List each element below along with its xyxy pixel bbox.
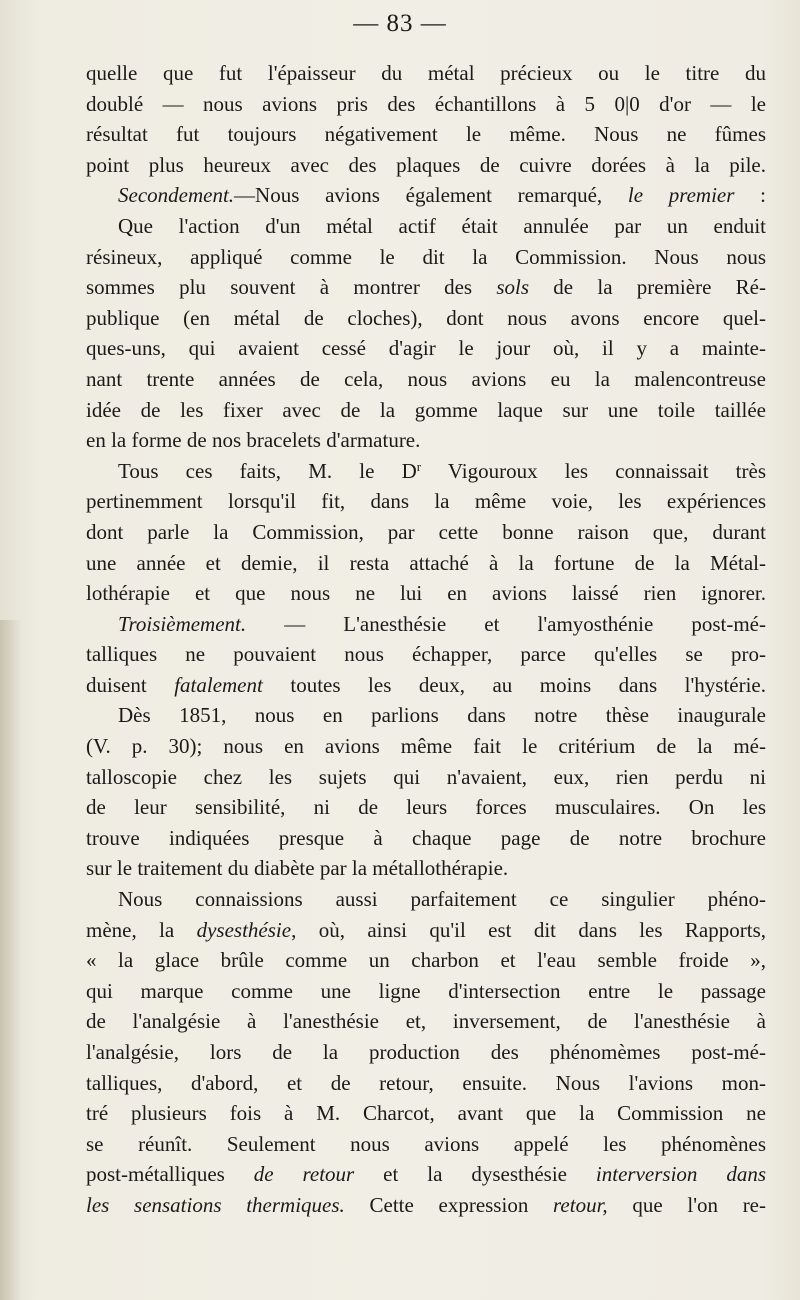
text-segment: Vigouroux les connaissait très bbox=[421, 458, 767, 483]
text-segment: quelle que fut l'épaisseur du métal précieux ou le titre du bbox=[86, 61, 766, 85]
text-line bbox=[86, 853, 766, 884]
text-line bbox=[86, 700, 766, 731]
text-line bbox=[86, 242, 766, 273]
text-segment: talloscopie chez les sujets qui n'avaient, eux, rien perdu ni bbox=[86, 764, 766, 789]
text-line bbox=[86, 792, 766, 823]
text-line bbox=[86, 517, 766, 548]
text-line bbox=[86, 1068, 766, 1099]
italic-text: Troisièmement. bbox=[118, 611, 247, 636]
text-segment: nant trente années de cela, nous avions eu la malencontreuse bbox=[86, 366, 766, 391]
text-segment: mène, la bbox=[86, 917, 197, 942]
text-line bbox=[86, 1190, 766, 1221]
text-segment: , où, ainsi qu'il est dit dans les Rapports, bbox=[291, 917, 766, 942]
text-segment: Que l'action d'un métal actif était annulée par un enduit bbox=[118, 213, 766, 238]
text-segment: tré plusieurs fois à M. Charcot, avant que la Commission ne bbox=[86, 1101, 766, 1126]
text-line bbox=[86, 395, 766, 426]
text-line bbox=[86, 578, 766, 609]
superscript-text: r bbox=[416, 458, 422, 474]
text-segment: en la forme de nos bracelets d'armature. bbox=[86, 428, 421, 453]
text-line bbox=[86, 1098, 766, 1129]
italic-text: les sensations thermiques. bbox=[86, 1192, 345, 1217]
text-line bbox=[86, 731, 766, 762]
text-line bbox=[86, 1159, 766, 1190]
text-segment: — L'anesthésie et l'amyosthénie post-mé- bbox=[246, 611, 766, 636]
text-segment: : bbox=[734, 183, 766, 208]
page-number: — 83 — bbox=[353, 10, 447, 37]
italic-text: sols bbox=[496, 275, 530, 300]
text-line bbox=[86, 823, 766, 854]
text-segment: sur le traitement du diabète par la métallothérapie. bbox=[86, 856, 509, 881]
text-line bbox=[86, 150, 766, 181]
text-segment: de leur sensibilité, ni de leurs forces musculaires. On les bbox=[86, 795, 766, 820]
text-segment: doublé — nous avions pris des échantillons à 5 0|0 d'or — le bbox=[86, 91, 766, 116]
text-segment: Tous ces faits, M. le D bbox=[118, 458, 417, 483]
text-segment: idée de les fixer avec de la gomme laque sur une toile taillée bbox=[86, 397, 766, 422]
text-segment: et la dysesthésie bbox=[354, 1162, 596, 1187]
text-line bbox=[86, 1006, 766, 1037]
italic-text: le premier bbox=[627, 183, 735, 208]
italic-text: Secondement. bbox=[118, 183, 235, 208]
text-segment: talliques ne pouvaient nous échapper, parce qu'elles se pro- bbox=[86, 642, 766, 667]
italic-text: interversion dans bbox=[595, 1162, 767, 1187]
text-segment: une année et demie, il resta attaché à la fortune de la Métal- bbox=[86, 550, 766, 575]
text-segment: Nous connaissions aussi parfaitement ce singulier phéno- bbox=[118, 887, 766, 912]
text-line bbox=[86, 1037, 766, 1068]
text-line bbox=[86, 762, 766, 793]
text-line bbox=[86, 486, 766, 517]
text-segment: « la glace brûle comme un charbon et l'eau semble froide », bbox=[86, 948, 766, 973]
text-segment: résineux, appliqué comme le dit la Commission. Nous nous bbox=[86, 244, 766, 269]
italic-text: retour, bbox=[553, 1192, 608, 1217]
body-text bbox=[86, 58, 766, 1221]
text-segment: se réunît. Seulement nous avions appelé les phénomènes bbox=[86, 1131, 766, 1156]
text-segment: dont parle la Commission, par cette bonne raison que, durant bbox=[86, 519, 766, 544]
text-line bbox=[86, 548, 766, 579]
text-segment: Cette expression bbox=[344, 1192, 554, 1217]
text-segment: trouve indiquées presque à chaque page de notre brochure bbox=[86, 825, 766, 850]
text-segment: que l'on re- bbox=[607, 1192, 766, 1217]
text-segment: de l'analgésie à l'anesthésie et, inversement, de l'anesthésie à bbox=[86, 1009, 766, 1034]
text-segment: duisent bbox=[86, 672, 175, 697]
text-line bbox=[86, 89, 766, 120]
text-segment: (V. p. 30); nous en avions même fait le critérium de la mé- bbox=[86, 734, 766, 759]
italic-text: de retour bbox=[253, 1162, 355, 1187]
binding-shadow bbox=[0, 620, 22, 1300]
text-segment: qui marque comme une ligne d'intersection entre le passage bbox=[86, 978, 766, 1003]
text-line bbox=[86, 884, 766, 915]
italic-text: fatalement bbox=[174, 672, 263, 697]
text-line bbox=[86, 609, 766, 640]
text-line bbox=[86, 639, 766, 670]
text-line bbox=[86, 180, 766, 211]
text-segment: point plus heureux avec des plaques de cuivre dorées à la pile. bbox=[86, 152, 766, 177]
text-segment: toutes les deux, au moins dans l'hystérie. bbox=[262, 672, 766, 697]
text-segment: Dès 1851, nous en parlions dans notre thèse inaugurale bbox=[118, 703, 766, 728]
text-line bbox=[86, 303, 766, 334]
text-segment: l'analgésie, lors de la production des phénomèmes post-mé- bbox=[86, 1040, 766, 1064]
text-segment: talliques, d'abord, et de retour, ensuite. Nous l'avions mon- bbox=[86, 1070, 766, 1095]
text-line bbox=[86, 119, 766, 150]
text-line bbox=[86, 945, 766, 976]
text-line bbox=[86, 915, 766, 946]
text-segment: pertinemment lorsqu'il fit, dans la même voie, les expériences bbox=[86, 489, 766, 514]
text-line bbox=[86, 333, 766, 364]
text-line bbox=[86, 670, 766, 701]
text-segment: ques-uns, qui avaient cessé d'agir le jour où, il y a mainte- bbox=[86, 336, 766, 361]
text-line bbox=[86, 272, 766, 303]
text-line bbox=[86, 456, 766, 487]
text-segment: résultat fut toujours négativement le même. Nous ne fûmes bbox=[86, 122, 766, 147]
text-line bbox=[86, 976, 766, 1007]
text-line bbox=[86, 211, 766, 242]
text-segment: sommes plu souvent à montrer des bbox=[86, 275, 497, 300]
text-segment: post-métalliques bbox=[86, 1162, 254, 1187]
text-segment: —Nous avions également remarqué, bbox=[234, 183, 628, 208]
text-segment: lothérapie et que nous ne lui en avions laissé rien ignorer. bbox=[86, 581, 766, 606]
text-line bbox=[86, 425, 766, 456]
italic-text: dysesthésie bbox=[196, 917, 292, 942]
text-line bbox=[86, 58, 766, 89]
text-segment: de la première Ré- bbox=[529, 275, 766, 300]
text-line bbox=[86, 364, 766, 395]
text-line bbox=[86, 1129, 766, 1160]
text-segment: publique (en métal de cloches), dont nous avons encore quel- bbox=[86, 305, 766, 330]
